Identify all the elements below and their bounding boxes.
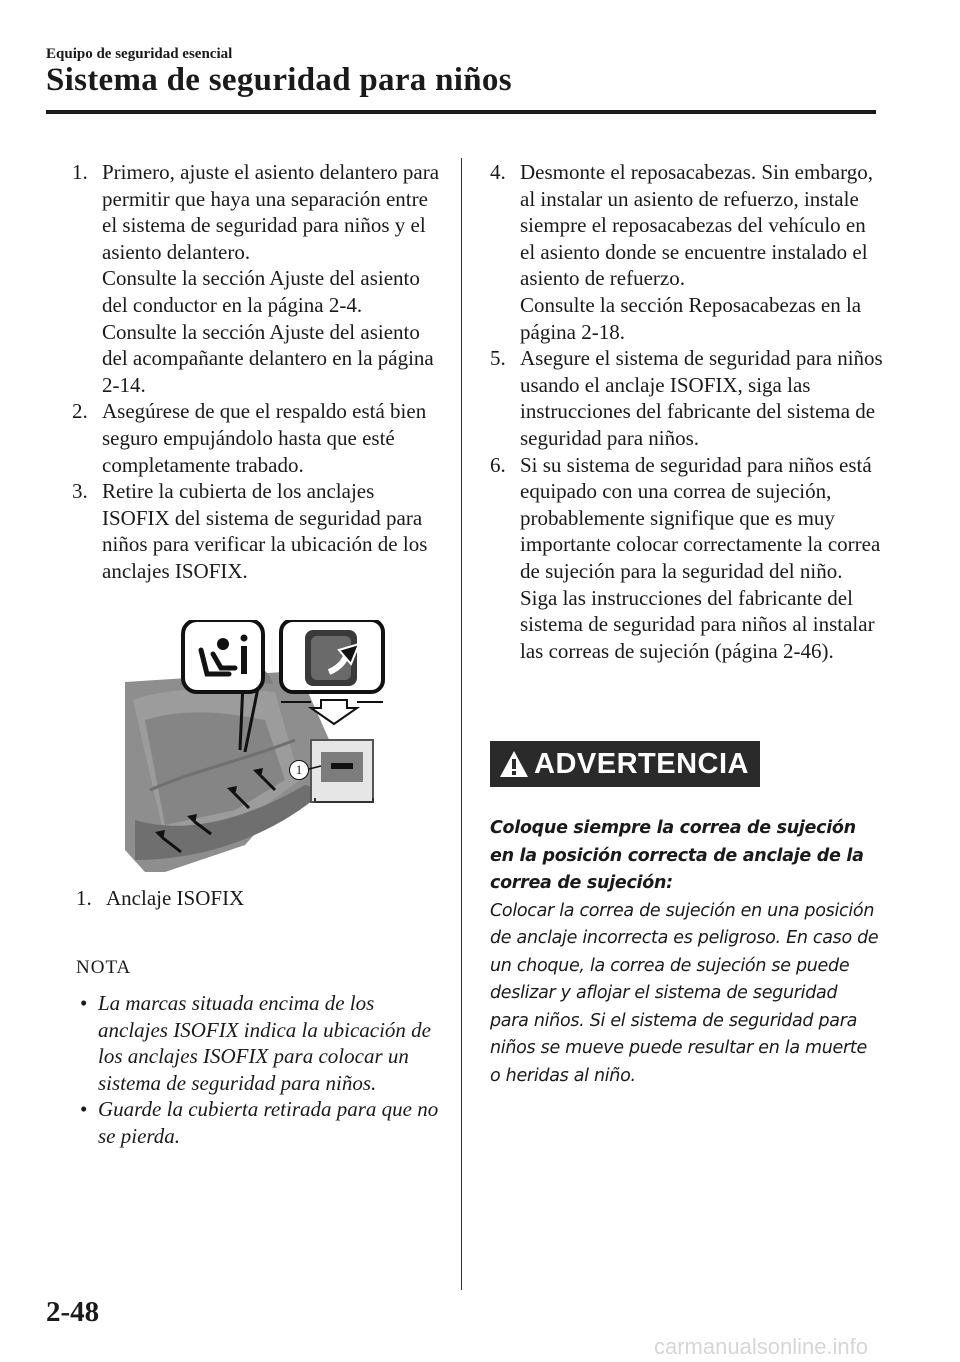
- page-number: 2-48: [46, 1296, 100, 1328]
- warning-text: [490, 815, 880, 1090]
- title-rule: [46, 110, 876, 114]
- step-2: [72, 398, 440, 478]
- step-text: Retire la cubierta de los anclajes ISOFIX del sistema de seguridad para niños para verificar la ubicación de los anclajes ISOFIX.: [102, 479, 428, 583]
- step-text: Desmonte el reposacabezas. Sin embargo, al instalar un asiento de refuerzo, instale siempre el reposacabezas del vehículo en el asiento donde se encuentre instalado el asiento de refuerzo.: [520, 160, 873, 291]
- note-text: La marcas situada encima de los anclajes ISOFIX indica la ubicación de los anclajes ISOFIX para colocar un sistema de seguridad para niños.: [98, 991, 431, 1095]
- note-item: [76, 990, 446, 1096]
- step-4: [490, 159, 885, 345]
- step-5: [490, 345, 885, 451]
- step-number: 2.: [72, 399, 88, 424]
- bullet: •: [80, 991, 88, 1015]
- isofix-illustration: [125, 620, 387, 872]
- warning-triangle-icon: [494, 741, 534, 787]
- page-title: Sistema de seguridad para niños: [46, 62, 512, 98]
- warning-body: Colocar la correa de sujeción en una posición de anclaje incorrecta es peligroso. En caso de un choque, la correa de sujeción se puede deslizar y aflojar el sistema de seguridad para niños. Si el sistema de seguridad para niños se mueve puede resultar en la muerte o heridas al niño.: [490, 900, 879, 1086]
- left-column: [72, 159, 440, 585]
- warning-lead: Coloque siempre la correa de sujeción en la posición correcta de anclaje de la correa de sujeción:: [490, 818, 864, 893]
- step-number: 3.: [72, 479, 88, 504]
- step-text: Consulte la sección Ajuste del asiento del conductor en la página 2-4.: [102, 266, 420, 317]
- step-text: Consulte la sección Ajuste del asiento del acompañante delantero en la página 2-14.: [102, 319, 434, 397]
- bullet: •: [80, 1097, 88, 1122]
- step-number: 4.: [490, 160, 506, 184]
- column-divider: [461, 158, 462, 1290]
- step-1: [72, 159, 440, 398]
- note-heading: NOTA: [76, 957, 132, 978]
- step-number: 5.: [490, 346, 506, 371]
- figure-caption: [76, 886, 244, 911]
- watermark: carmanualsonline.info: [654, 1334, 869, 1359]
- note-item: [76, 1096, 446, 1149]
- step-text: Consulte la sección Reposacabezas en la página 2-18.: [520, 292, 862, 344]
- section-label: Equipo de seguridad esencial: [46, 46, 233, 62]
- step-3: [72, 478, 440, 584]
- caption-text: Anclaje ISOFIX: [106, 886, 245, 910]
- step-number: 1.: [72, 160, 88, 184]
- note-text: Guarde la cubierta retirada para que no se pierda.: [98, 1097, 439, 1148]
- caption-number: 1.: [76, 886, 92, 910]
- step-text: Si su sistema de seguridad para niños está equipado con una correa de sujeción, probablemente signifique que es muy importante colocar correctamente la correa de sujeción para la seguridad del niño. Siga las instrucciones del fabricante del sistema de seguridad para niños al instalar las correas de sujeción (página 2-46).: [520, 452, 881, 663]
- note-list: [76, 990, 446, 1150]
- warning-badge: [490, 741, 760, 787]
- step-6: [490, 452, 885, 665]
- callout-number: 1: [289, 760, 309, 780]
- step-text: Asegúrese de que el respaldo está bien seguro empujándolo hasta que esté completamente trabado.: [102, 399, 427, 477]
- step-number: 6.: [490, 452, 506, 477]
- warning-label: ADVERTENCIA: [534, 747, 749, 780]
- right-column: [490, 159, 885, 664]
- step-text: Asegure el sistema de seguridad para niños usando el anclaje ISOFIX, siga las instrucciones del fabricante del sistema de seguridad para niños.: [520, 346, 883, 450]
- step-text: Primero, ajuste el asiento delantero para permitir que haya una separación entre el sistema de seguridad para niños y el asiento delantero.: [102, 160, 440, 264]
